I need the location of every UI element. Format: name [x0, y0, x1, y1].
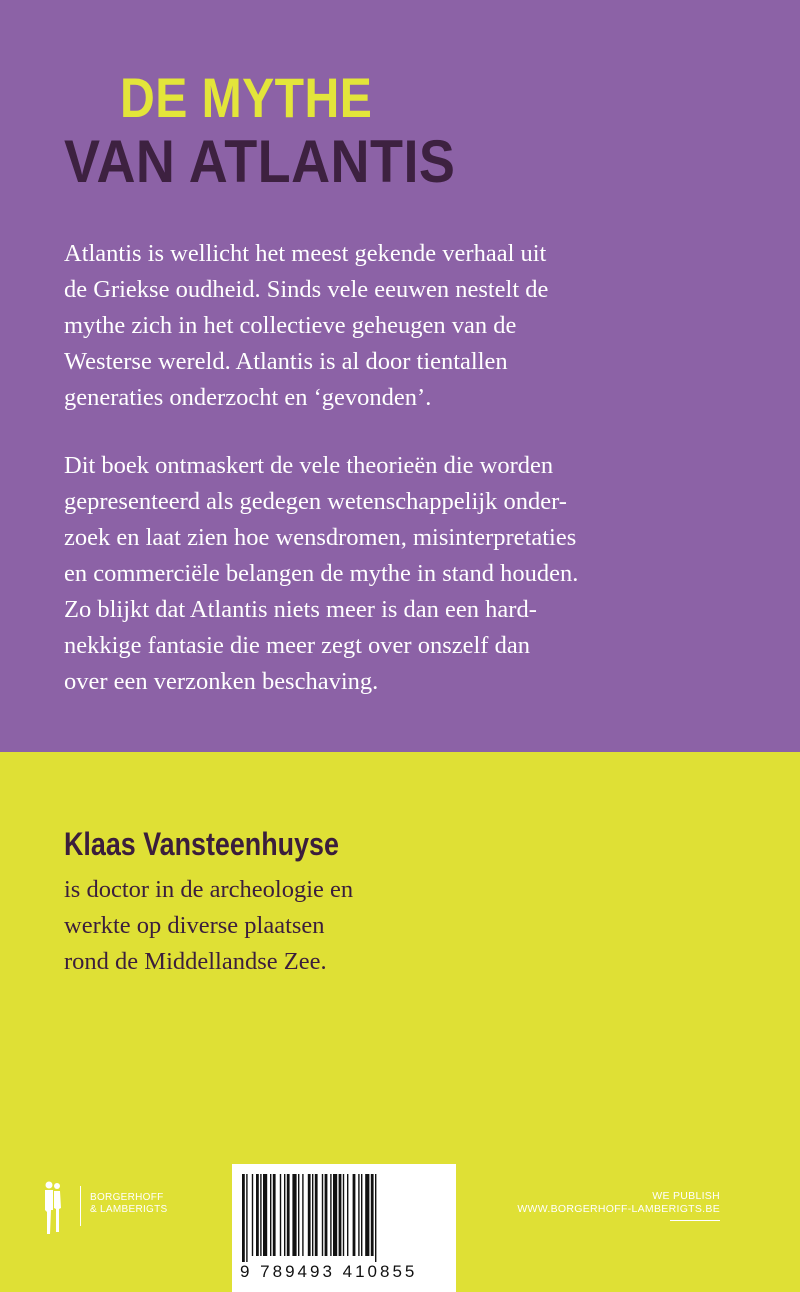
barcode-bar	[292, 1174, 296, 1256]
figures-logo-icon	[40, 1180, 64, 1236]
barcode	[232, 1164, 456, 1292]
author-name: Klaas Vansteenhuyse	[64, 826, 339, 862]
blurb-line: gepresenteerd als gedegen wetenschappelijk onder-	[64, 488, 567, 515]
barcode-bar	[371, 1174, 374, 1256]
blurb-line: Westerse wereld. Atlantis is al door tientallen	[64, 348, 508, 375]
blurb-line: zoek en laat zien hoe wensdromen, misinterpretaties	[64, 524, 577, 551]
author-bio-line: rond de Middellandse Zee.	[64, 948, 327, 975]
publisher-underline	[670, 1220, 720, 1221]
publisher-name-line-1: BORGERHOFF	[90, 1192, 164, 1203]
barcode-bar	[358, 1174, 359, 1256]
barcode-bar	[256, 1174, 259, 1256]
blurb-paragraph-1	[64, 236, 744, 416]
barcode-bar	[263, 1174, 267, 1256]
barcode-bar	[298, 1174, 299, 1256]
blurb-line: nekkige fantasie die meer zegt over onszelf dan	[64, 632, 530, 659]
barcode-bar	[280, 1174, 281, 1256]
barcode-bar	[365, 1174, 369, 1256]
barcode-bar	[347, 1174, 348, 1256]
blurb-line: generaties onderzocht en ‘gevonden’.	[64, 384, 432, 411]
author-bio	[64, 872, 353, 980]
barcode-bar	[260, 1174, 261, 1256]
title-line-2: VAN ATLANTIS	[64, 128, 456, 195]
blurb-line: Dit boek ontmaskert de vele theorieën die worden	[64, 452, 554, 479]
blurb-line: en commerciële belangen de mythe in stand houden.	[64, 560, 579, 587]
barcode-bar	[270, 1174, 271, 1256]
publisher-website[interactable]: WWW.BORGERHOFF-LAMBERIGTS.BE	[517, 1203, 720, 1215]
barcode-bar	[302, 1174, 303, 1256]
barcode-bar	[325, 1174, 328, 1256]
title-line-1: DE MYTHE	[120, 66, 373, 129]
barcode-bar	[375, 1174, 376, 1262]
barcode-bar	[339, 1174, 342, 1256]
blurb-line: mythe zich in het collectieve geheugen van de	[64, 312, 517, 339]
barcode-bar	[284, 1174, 285, 1256]
barcode-bar	[312, 1174, 313, 1256]
barcode-bar	[315, 1174, 318, 1256]
blurb-line: Atlantis is wellicht het meest gekende verhaal uit	[64, 240, 547, 267]
publisher-tagline: WE PUBLISH	[652, 1190, 720, 1202]
author-bio-line: werkte op diverse plaatsen	[64, 912, 325, 939]
author-bio-line: is doctor in de archeologie en	[64, 876, 354, 903]
barcode-bar	[246, 1174, 247, 1262]
barcode-bar	[343, 1174, 344, 1256]
blurb-line: Zo blijkt dat Atlantis niets meer is dan een hard-	[64, 596, 537, 623]
barcode-bar	[308, 1174, 311, 1256]
publisher-name-line-2: & LAMBERIGTS	[90, 1204, 168, 1215]
barcode-bar	[322, 1174, 323, 1256]
barcode-bar	[252, 1174, 253, 1256]
blurb-line: de Griekse oudheid. Sinds vele eeuwen nestelt de	[64, 276, 549, 303]
blurb-line: over een verzonken beschaving.	[64, 668, 379, 695]
barcode-bar	[287, 1174, 290, 1256]
barcode-bar	[333, 1174, 337, 1256]
publisher-divider	[80, 1186, 81, 1226]
publisher-website-block	[517, 1190, 720, 1216]
barcode-bars	[240, 1174, 446, 1262]
isbn-number: 9 789493 410855	[240, 1262, 418, 1281]
barcode-bar	[273, 1174, 276, 1256]
barcode-bar	[353, 1174, 356, 1256]
barcode-bar	[361, 1174, 362, 1256]
barcode-bar	[242, 1174, 245, 1262]
blurb-paragraph-2	[64, 448, 744, 700]
publisher-name	[90, 1192, 168, 1216]
barcode-bar	[330, 1174, 331, 1256]
